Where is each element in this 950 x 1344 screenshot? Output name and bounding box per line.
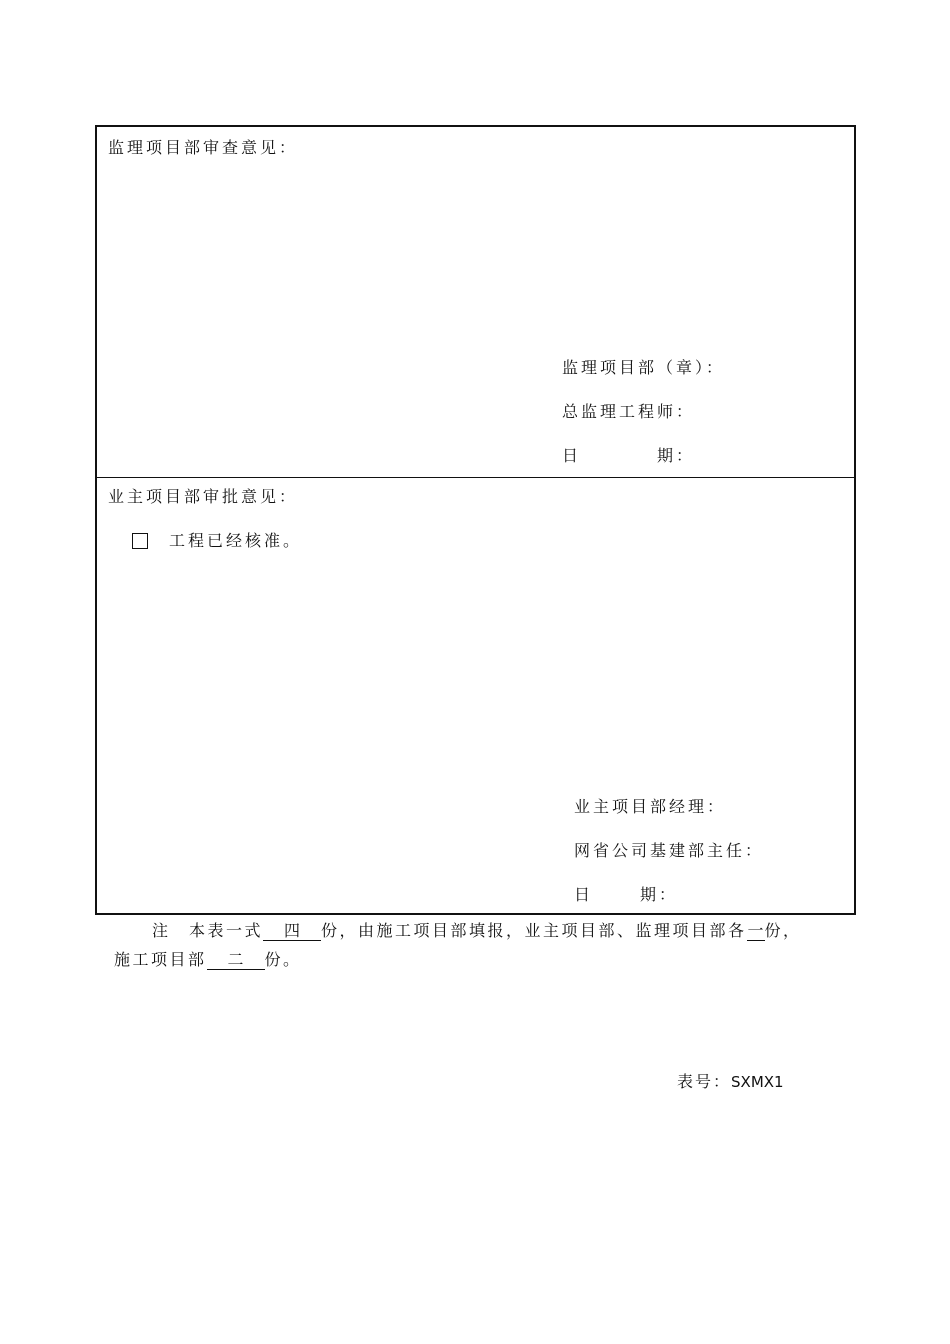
note-line-2 bbox=[114, 950, 302, 970]
owner-approval-heading: 业主项目部审批意见： bbox=[108, 487, 299, 506]
form-number-code: SXMX1 bbox=[731, 1073, 784, 1091]
copies-construction-blank: 二 bbox=[207, 951, 265, 970]
note-middle: 份，由施工项目部填报，业主项目部、监理项目部各 bbox=[321, 921, 747, 940]
owner-date-label-period: 期： bbox=[640, 885, 679, 904]
owner-manager-label: 业主项目部经理： bbox=[574, 797, 727, 816]
provincial-director-label: 网省公司基建部主任： bbox=[574, 841, 765, 860]
owner-date-label-day: 日 bbox=[574, 885, 594, 904]
form-number bbox=[677, 1069, 784, 1092]
form-number-label: 表号： bbox=[677, 1072, 732, 1091]
copies-each-blank: 一 bbox=[747, 921, 764, 940]
supervision-seal-label: 监理项目部（章）： bbox=[562, 358, 726, 377]
note-line2-prefix: 施工项目部 bbox=[114, 950, 207, 969]
approval-checkbox[interactable] bbox=[132, 533, 148, 549]
note-line-1 bbox=[152, 921, 802, 941]
approval-checkbox-label: 工程已经核准。 bbox=[169, 531, 303, 550]
note-suffix: 份， bbox=[764, 921, 802, 940]
approval-form-table bbox=[95, 125, 856, 915]
section-divider bbox=[97, 477, 854, 478]
copies-total-blank: 四 bbox=[263, 922, 321, 941]
note-line2-suffix: 份。 bbox=[264, 950, 302, 969]
chief-engineer-label: 总监理工程师： bbox=[562, 402, 696, 421]
supervision-date-label-period: 期： bbox=[657, 446, 696, 465]
note-prefix: 注 本表一式 bbox=[152, 921, 264, 940]
supervision-review-heading: 监理项目部审查意见： bbox=[108, 138, 299, 157]
supervision-date-label-day: 日 bbox=[562, 446, 582, 465]
